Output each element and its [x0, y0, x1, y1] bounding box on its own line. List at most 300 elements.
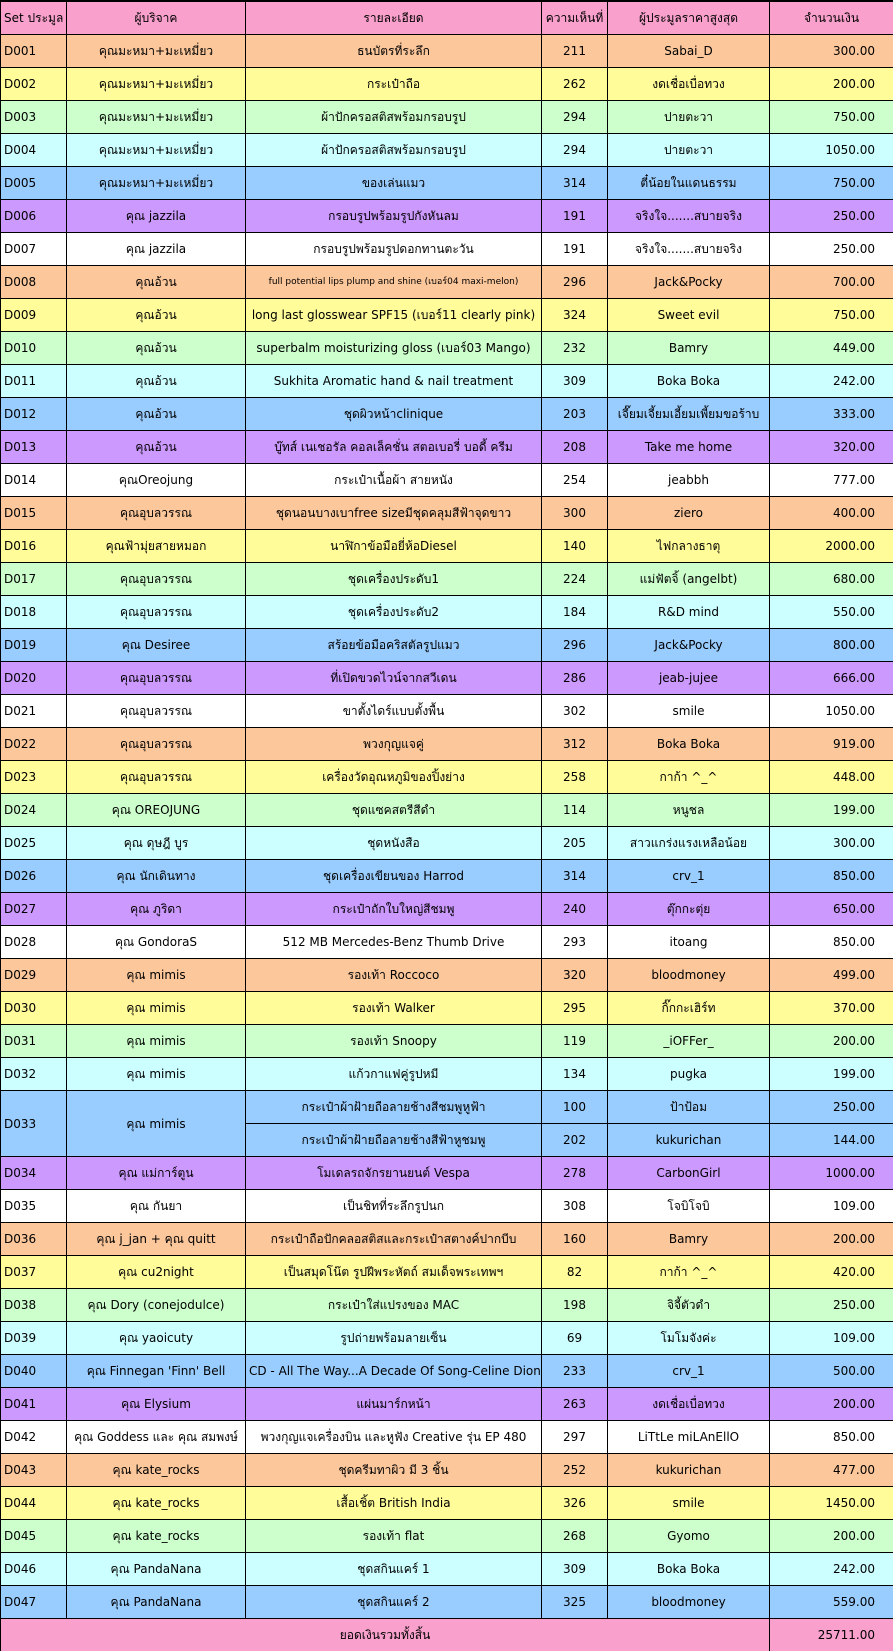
details-cell: รูปถ่ายพร้อมลายเซ็น — [246, 1322, 542, 1355]
table-row — [1, 1553, 893, 1586]
table-row — [1, 464, 893, 497]
donor-cell: คุณอ้วน — [67, 299, 246, 332]
bidder-cell: โมโมจังค่ะ — [608, 1322, 770, 1355]
table-row — [1, 1058, 893, 1091]
amount-cell: 850.00 — [770, 860, 893, 893]
amount-cell: 242.00 — [770, 365, 893, 398]
comment-cell: 140 — [542, 530, 608, 563]
details-cell: superbalm moisturizing gloss (เบอร์03 Mango) — [246, 332, 542, 365]
donor-cell: คุณOreojung — [67, 464, 246, 497]
donor-cell: คุณ jazzila — [67, 200, 246, 233]
bidder-cell: Boka Boka — [608, 365, 770, 398]
donor-cell: คุณ Desiree — [67, 629, 246, 662]
table-row — [1, 695, 893, 728]
donor-cell: คุณมะหมา+มะเหมี่ยว — [67, 167, 246, 200]
table-row — [1, 893, 893, 926]
table-row — [1, 1157, 893, 1190]
bidder-cell: jeab-jujee — [608, 662, 770, 695]
table-row — [1, 35, 893, 68]
amount-cell: 1050.00 — [770, 134, 893, 167]
comment-cell: 314 — [542, 860, 608, 893]
donor-cell: คุณมะหมา+มะเหมี่ยว — [67, 134, 246, 167]
set-cell: D038 — [1, 1289, 67, 1322]
donor-cell: คุณอ้วน — [67, 332, 246, 365]
table-row — [1, 332, 893, 365]
bidder-cell: itoang — [608, 926, 770, 959]
set-cell: D012 — [1, 398, 67, 431]
table-row — [1, 233, 893, 266]
donor-cell: คุณฟ้ามุ่ยสายหมอก — [67, 530, 246, 563]
comment-cell: 300 — [542, 497, 608, 530]
donor-cell: คุณมะหมา+มะเหมี่ยว — [67, 35, 246, 68]
donor-cell: คุณ yaoicuty — [67, 1322, 246, 1355]
comment-cell: 263 — [542, 1388, 608, 1421]
comment-cell: 100 — [542, 1091, 608, 1124]
table-row — [1, 101, 893, 134]
set-cell: D047 — [1, 1586, 67, 1619]
bidder-cell: งดเชื่อเบื่อทวง — [608, 68, 770, 101]
donor-cell: คุณอุบลวรรณ — [67, 596, 246, 629]
amount-cell: 700.00 — [770, 266, 893, 299]
bidder-cell: จิจี้ตัวดำ — [608, 1289, 770, 1322]
table-row — [1, 761, 893, 794]
header-bidder: ผู้ประมูลราคาสูงสุด — [608, 1, 770, 35]
amount-cell: 109.00 — [770, 1322, 893, 1355]
set-cell: D007 — [1, 233, 67, 266]
details-cell: พวงกุญแจคู่ — [246, 728, 542, 761]
bidder-cell: smile — [608, 695, 770, 728]
comment-cell: 293 — [542, 926, 608, 959]
donor-cell: คุณ mimis — [67, 1058, 246, 1091]
bidder-cell: Sabai_D — [608, 35, 770, 68]
set-cell: D020 — [1, 662, 67, 695]
set-cell: D010 — [1, 332, 67, 365]
amount-cell: 250.00 — [770, 200, 893, 233]
comment-cell: 69 — [542, 1322, 608, 1355]
details-cell: รองเท้า Roccoco — [246, 959, 542, 992]
details-cell: กระเป๋าถักใบใหญ่สีชมพู — [246, 893, 542, 926]
comment-cell: 232 — [542, 332, 608, 365]
set-cell: D009 — [1, 299, 67, 332]
table-row — [1, 563, 893, 596]
table-row — [1, 68, 893, 101]
details-cell: ที่เปิดขวดไวน์จากสวีเดน — [246, 662, 542, 695]
donor-cell: คุณ kate_rocks — [67, 1487, 246, 1520]
details-cell: ชุดแซคสตรีสีดำ — [246, 794, 542, 827]
bidder-cell: crv_1 — [608, 860, 770, 893]
bidder-cell: Jack&Pocky — [608, 629, 770, 662]
details-cell: เสื้อเชิ้ต British India — [246, 1487, 542, 1520]
donor-cell: คุณ Goddess และ คุณ สมพงษ์ — [67, 1421, 246, 1454]
donor-cell: คุณ PandaNana — [67, 1586, 246, 1619]
table-row — [1, 431, 893, 464]
comment-cell: 312 — [542, 728, 608, 761]
set-cell: D015 — [1, 497, 67, 530]
set-cell: D013 — [1, 431, 67, 464]
bidder-cell: kukurichan — [608, 1454, 770, 1487]
bidder-cell: crv_1 — [608, 1355, 770, 1388]
table-row — [1, 1025, 893, 1058]
bidder-cell: Jack&Pocky — [608, 266, 770, 299]
bidder-cell: ตี๋น้อยในแดนธรรม — [608, 167, 770, 200]
amount-cell: 320.00 — [770, 431, 893, 464]
comment-cell: 233 — [542, 1355, 608, 1388]
set-cell: D046 — [1, 1553, 67, 1586]
bidder-cell: kukurichan — [608, 1124, 770, 1157]
header-amount: จำนวนเงิน — [770, 1, 893, 35]
donor-cell: คุณ mimis — [67, 959, 246, 992]
bidder-cell: กาก้า ^_^ — [608, 1256, 770, 1289]
table-row — [1, 200, 893, 233]
bidder-cell: jeabbh — [608, 464, 770, 497]
amount-cell: 800.00 — [770, 629, 893, 662]
table-row — [1, 1388, 893, 1421]
bidder-cell: Sweet evil — [608, 299, 770, 332]
donor-cell: คุณ mimis — [67, 1091, 246, 1157]
details-cell: ขาตั้งไดร์แบบตั้งพื้น — [246, 695, 542, 728]
set-cell: D003 — [1, 101, 67, 134]
set-cell: D011 — [1, 365, 67, 398]
details-cell: ชุดเครื่องเขียนของ Harrod — [246, 860, 542, 893]
details-cell: ชุดหนังสือ — [246, 827, 542, 860]
bidder-cell: ziero — [608, 497, 770, 530]
donor-cell: คุณอุบลวรรณ — [67, 728, 246, 761]
set-cell: D016 — [1, 530, 67, 563]
amount-cell: 666.00 — [770, 662, 893, 695]
set-cell: D019 — [1, 629, 67, 662]
total-label: ยอดเงินรวมทั้งสิ้น — [1, 1619, 770, 1651]
set-cell: D017 — [1, 563, 67, 596]
donor-cell: คุณอ้วน — [67, 365, 246, 398]
comment-cell: 278 — [542, 1157, 608, 1190]
details-cell: Sukhita Aromatic hand & nail treatment — [246, 365, 542, 398]
details-cell: full potential lips plump and shine (เบอร์04 maxi-melon) — [246, 266, 542, 299]
donor-cell: คุณ mimis — [67, 992, 246, 1025]
comment-cell: 119 — [542, 1025, 608, 1058]
bidder-cell: _iOFFer_ — [608, 1025, 770, 1058]
comment-cell: 191 — [542, 233, 608, 266]
comment-cell: 296 — [542, 266, 608, 299]
details-cell: บู๊ทส์ เนเชอรัล คอลเล็คชั่น สตอเบอรี่ บอดี้ ครีม — [246, 431, 542, 464]
amount-cell: 448.00 — [770, 761, 893, 794]
table-row — [1, 1355, 893, 1388]
donor-cell: คุณ ภูริดา — [67, 893, 246, 926]
set-cell: D042 — [1, 1421, 67, 1454]
bidder-cell: ไฟกลางธาตุ — [608, 530, 770, 563]
table-row — [1, 596, 893, 629]
details-cell: เป็นสมุดโน๊ต รูปฝีพระหัตถ์ สมเด็จพระเทพฯ — [246, 1256, 542, 1289]
donor-cell: คุณ Finnegan 'Finn' Bell — [67, 1355, 246, 1388]
table-row — [1, 134, 893, 167]
bidder-cell: กิ๊กกะเฮิร์ท — [608, 992, 770, 1025]
details-cell: รองเท้า Snoopy — [246, 1025, 542, 1058]
details-cell: long last glosswear SPF15 (เบอร์11 clearly pink) — [246, 299, 542, 332]
bidder-cell: จริงใจ.......สบายจริง — [608, 200, 770, 233]
set-cell: D040 — [1, 1355, 67, 1388]
comment-cell: 160 — [542, 1223, 608, 1256]
details-cell: ชุดเครื่องประดับ2 — [246, 596, 542, 629]
amount-cell: 650.00 — [770, 893, 893, 926]
table-row — [1, 266, 893, 299]
donor-cell: คุณ Elysium — [67, 1388, 246, 1421]
bidder-cell: Bamry — [608, 332, 770, 365]
comment-cell: 297 — [542, 1421, 608, 1454]
bidder-cell: เจี๊ยมเจี้ยมเอี้ยมเพี้ยมขอร้าบ — [608, 398, 770, 431]
donor-cell: คุณอุบลวรรณ — [67, 497, 246, 530]
amount-cell: 300.00 — [770, 35, 893, 68]
details-cell: แก้วกาแฟคู่รูปหมี — [246, 1058, 542, 1091]
set-cell: D044 — [1, 1487, 67, 1520]
donor-cell: คุณ j_jan + คุณ quitt — [67, 1223, 246, 1256]
bidder-cell: แม่ฟัตจิ้ (angelbt) — [608, 563, 770, 596]
comment-cell: 203 — [542, 398, 608, 431]
bidder-cell: สาวแกร่งแรงเหลือน้อย — [608, 827, 770, 860]
set-cell: D029 — [1, 959, 67, 992]
amount-cell: 200.00 — [770, 1388, 893, 1421]
amount-cell: 200.00 — [770, 1025, 893, 1058]
table-row — [1, 1322, 893, 1355]
amount-cell: 333.00 — [770, 398, 893, 431]
comment-cell: 295 — [542, 992, 608, 1025]
donor-cell: คุณอุบลวรรณ — [67, 761, 246, 794]
table-row — [1, 1520, 893, 1553]
amount-cell: 300.00 — [770, 827, 893, 860]
bidder-cell: Take me home — [608, 431, 770, 464]
comment-cell: 325 — [542, 1586, 608, 1619]
comment-cell: 82 — [542, 1256, 608, 1289]
amount-cell: 499.00 — [770, 959, 893, 992]
table-row — [1, 1190, 893, 1223]
amount-cell: 199.00 — [770, 1058, 893, 1091]
comment-cell: 302 — [542, 695, 608, 728]
set-cell: D035 — [1, 1190, 67, 1223]
details-cell: ผ้าปักครอสติสพร้อมกรอบรูป — [246, 101, 542, 134]
bidder-cell: ปายตะวา — [608, 101, 770, 134]
comment-cell: 224 — [542, 563, 608, 596]
details-cell: ชุดครีมทาผิว มี 3 ชิ้น — [246, 1454, 542, 1487]
table-row — [1, 398, 893, 431]
header-row — [1, 1, 893, 35]
amount-cell: 420.00 — [770, 1256, 893, 1289]
amount-cell: 680.00 — [770, 563, 893, 596]
set-cell: D028 — [1, 926, 67, 959]
table-row — [1, 860, 893, 893]
bidder-cell: CarbonGirl — [608, 1157, 770, 1190]
set-cell: D034 — [1, 1157, 67, 1190]
comment-cell: 184 — [542, 596, 608, 629]
donor-cell: คุณอุบลวรรณ — [67, 662, 246, 695]
table-row — [1, 1256, 893, 1289]
table-row — [1, 1289, 893, 1322]
donor-cell: คุณ kate_rocks — [67, 1520, 246, 1553]
donor-cell: คุณมะหมา+มะเหมี่ยว — [67, 101, 246, 134]
amount-cell: 550.00 — [770, 596, 893, 629]
amount-cell: 200.00 — [770, 1223, 893, 1256]
set-cell: D021 — [1, 695, 67, 728]
set-cell: D026 — [1, 860, 67, 893]
amount-cell: 250.00 — [770, 1289, 893, 1322]
set-cell: D037 — [1, 1256, 67, 1289]
set-cell: D043 — [1, 1454, 67, 1487]
table-row — [1, 167, 893, 200]
table-row — [1, 728, 893, 761]
donor-cell: คุณอ้วน — [67, 398, 246, 431]
amount-cell: 850.00 — [770, 1421, 893, 1454]
amount-cell: 750.00 — [770, 101, 893, 134]
donor-cell: คุณอุบลวรรณ — [67, 563, 246, 596]
details-cell: ชุดนอนบางเบาfree sizeมีชุดคลุมสีฟ้าจุดขาว — [246, 497, 542, 530]
set-cell: D032 — [1, 1058, 67, 1091]
details-cell: กรอบรูปพร้อมรูปกังหันลม — [246, 200, 542, 233]
table-row — [1, 299, 893, 332]
table-row — [1, 992, 893, 1025]
details-cell: ชุดสกินแคร์ 2 — [246, 1586, 542, 1619]
donor-cell: คุณอุบลวรรณ — [67, 695, 246, 728]
comment-cell: 309 — [542, 365, 608, 398]
set-cell: D027 — [1, 893, 67, 926]
amount-cell: 250.00 — [770, 233, 893, 266]
total-row — [1, 1619, 893, 1651]
details-cell: กระเป๋าเนื้อผ้า สายหนัง — [246, 464, 542, 497]
table-row — [1, 827, 893, 860]
amount-cell: 777.00 — [770, 464, 893, 497]
comment-cell: 114 — [542, 794, 608, 827]
comment-cell: 294 — [542, 101, 608, 134]
details-cell: นาฬิกาข้อมือยี่ห้อDiesel — [246, 530, 542, 563]
amount-cell: 500.00 — [770, 1355, 893, 1388]
amount-cell: 477.00 — [770, 1454, 893, 1487]
amount-cell: 449.00 — [770, 332, 893, 365]
table-row — [1, 662, 893, 695]
bidder-cell: bloodmoney — [608, 1586, 770, 1619]
set-cell: D004 — [1, 134, 67, 167]
details-cell: กระเป๋าถือ — [246, 68, 542, 101]
table-row — [1, 1091, 893, 1124]
set-cell: D008 — [1, 266, 67, 299]
details-cell: โมเดลรถจักรยานยนต์ Vespa — [246, 1157, 542, 1190]
set-cell: D031 — [1, 1025, 67, 1058]
table-row — [1, 365, 893, 398]
comment-cell: 191 — [542, 200, 608, 233]
details-cell: กระเป๋าผ้าฝ้ายถือลายช้างสีฟ้าหูชมพู — [246, 1124, 542, 1157]
details-cell: 512 MB Mercedes-Benz Thumb Drive — [246, 926, 542, 959]
table-row — [1, 926, 893, 959]
table-row — [1, 1421, 893, 1454]
set-cell: D025 — [1, 827, 67, 860]
comment-cell: 320 — [542, 959, 608, 992]
amount-cell: 144.00 — [770, 1124, 893, 1157]
donor-cell: คุณ jazzila — [67, 233, 246, 266]
details-cell: สร้อยข้อมือคริสตัลรูปแมว — [246, 629, 542, 662]
donor-cell: คุณ Dory (conejodulce) — [67, 1289, 246, 1322]
details-cell: ชุดเครื่องประดับ1 — [246, 563, 542, 596]
details-cell: ธนบัตรที่ระลึก — [246, 35, 542, 68]
donor-cell: คุณอ้วน — [67, 431, 246, 464]
comment-cell: 262 — [542, 68, 608, 101]
table-row — [1, 1586, 893, 1619]
table-body — [1, 35, 893, 1619]
bidder-cell: ป้าป้อม — [608, 1091, 770, 1124]
details-cell: กระเป๋าผ้าฝ้ายถือลายช้างสีชมพูหูฟ้า — [246, 1091, 542, 1124]
amount-cell: 919.00 — [770, 728, 893, 761]
bidder-cell: bloodmoney — [608, 959, 770, 992]
details-cell: ชุดสกินแคร์ 1 — [246, 1553, 542, 1586]
amount-cell: 1000.00 — [770, 1157, 893, 1190]
bidder-cell: Gyomo — [608, 1520, 770, 1553]
details-cell: รองเท้า Walker — [246, 992, 542, 1025]
comment-cell: 324 — [542, 299, 608, 332]
amount-cell: 370.00 — [770, 992, 893, 1025]
set-cell: D018 — [1, 596, 67, 629]
details-cell: รองเท้า flat — [246, 1520, 542, 1553]
donor-cell: คุณ mimis — [67, 1025, 246, 1058]
header-details: รายละเอียด — [246, 1, 542, 35]
bidder-cell: Boka Boka — [608, 1553, 770, 1586]
amount-cell: 109.00 — [770, 1190, 893, 1223]
header-comment: ความเห็นที่ — [542, 1, 608, 35]
details-cell: เครื่องวัดอุณหภูมิของปิ้งย่าง — [246, 761, 542, 794]
set-cell: D001 — [1, 35, 67, 68]
comment-cell: 314 — [542, 167, 608, 200]
set-cell: D045 — [1, 1520, 67, 1553]
donor-cell: คุณ ดุษฎี บูร — [67, 827, 246, 860]
set-cell: D022 — [1, 728, 67, 761]
comment-cell: 211 — [542, 35, 608, 68]
bidder-cell: จริงใจ.......สบายจริง — [608, 233, 770, 266]
bidder-cell: R&D mind — [608, 596, 770, 629]
table-row — [1, 1487, 893, 1520]
table-row — [1, 794, 893, 827]
comment-cell: 268 — [542, 1520, 608, 1553]
donor-cell: คุณอ้วน — [67, 266, 246, 299]
details-cell: CD - All The Way...A Decade Of Song-Celine Dion — [246, 1355, 542, 1388]
comment-cell: 308 — [542, 1190, 608, 1223]
amount-cell: 1450.00 — [770, 1487, 893, 1520]
set-cell: D030 — [1, 992, 67, 1025]
details-cell: พวงกุญแจเครื่องบิน และหูฟัง Creative รุ่น EP 480 — [246, 1421, 542, 1454]
comment-cell: 208 — [542, 431, 608, 464]
donor-cell: คุณมะหมา+มะเหมี่ยว — [67, 68, 246, 101]
bidder-cell: ปายตะวา — [608, 134, 770, 167]
comment-cell: 205 — [542, 827, 608, 860]
details-cell: กรอบรูปพร้อมรูปดอกทานตะวัน — [246, 233, 542, 266]
amount-cell: 2000.00 — [770, 530, 893, 563]
set-cell: D024 — [1, 794, 67, 827]
comment-cell: 254 — [542, 464, 608, 497]
bidder-cell: LiTtLe miLAnEllO — [608, 1421, 770, 1454]
details-cell: แผ่นมาร์กหน้า — [246, 1388, 542, 1421]
comment-cell: 296 — [542, 629, 608, 662]
set-cell: D014 — [1, 464, 67, 497]
amount-cell: 242.00 — [770, 1553, 893, 1586]
comment-cell: 202 — [542, 1124, 608, 1157]
table-row — [1, 530, 893, 563]
bidder-cell: Boka Boka — [608, 728, 770, 761]
comment-cell: 198 — [542, 1289, 608, 1322]
set-cell: D033 — [1, 1091, 67, 1157]
bidder-cell: กาก้า ^_^ — [608, 761, 770, 794]
set-cell: D039 — [1, 1322, 67, 1355]
amount-cell: 1050.00 — [770, 695, 893, 728]
details-cell: ของเล่นแมว — [246, 167, 542, 200]
amount-cell: 250.00 — [770, 1091, 893, 1124]
table-row — [1, 497, 893, 530]
table-row — [1, 629, 893, 662]
donor-cell: คุณ นักเดินทาง — [67, 860, 246, 893]
comment-cell: 326 — [542, 1487, 608, 1520]
details-cell: กระเป๋าใส่แปรงของ MAC — [246, 1289, 542, 1322]
amount-cell: 200.00 — [770, 68, 893, 101]
